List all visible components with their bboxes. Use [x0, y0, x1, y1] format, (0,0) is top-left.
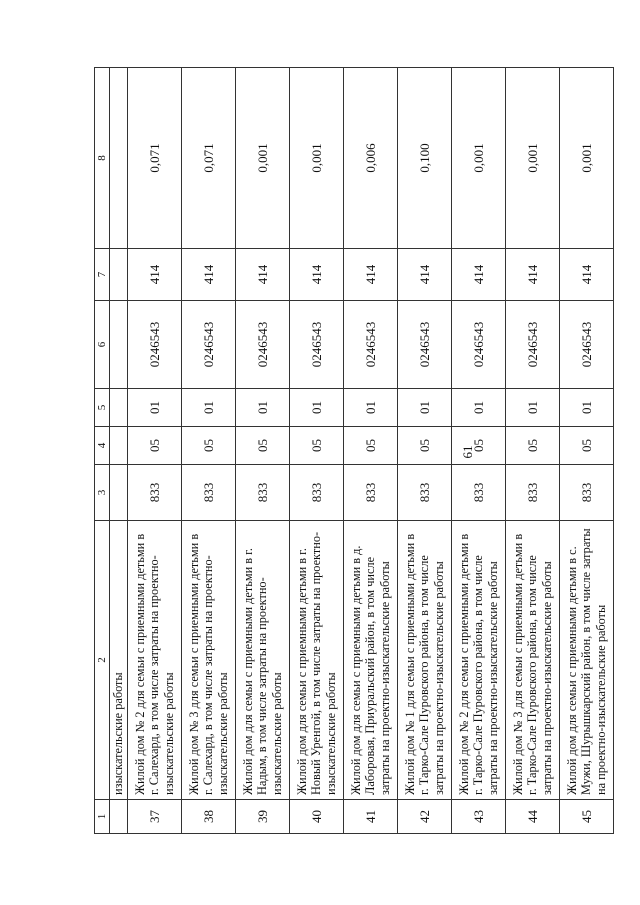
rotated-table-frame [94, 68, 610, 834]
empty-cell [110, 249, 128, 301]
object-name: Жилой дом для семьи с приемными детьми в г. Надым, в том числе затраты на проектно-изыскательские работы [236, 521, 290, 800]
page-number: 61 [460, 445, 475, 459]
code-ministry: 833 [452, 465, 506, 521]
empty-cell [110, 389, 128, 427]
code-ministry: 833 [290, 465, 344, 521]
code-target: 0246543 [506, 301, 560, 389]
code-target: 0246543 [560, 301, 614, 389]
code-section: 05 [182, 427, 236, 465]
row-number: 40 [290, 800, 344, 834]
row-number: 42 [398, 800, 452, 834]
code-subsection: 01 [128, 389, 182, 427]
amount: 0,071 [128, 68, 182, 249]
row-number: 44 [506, 800, 560, 834]
object-name: Жилой дом № 2 для семьи с приемными детьми в г. Салехард, в том числе затраты на проектно-изыскательские работы [128, 521, 182, 800]
column-number-row [95, 68, 110, 834]
code-expense-type: 414 [506, 249, 560, 301]
amount: 0,006 [344, 68, 398, 249]
table-row [506, 68, 560, 834]
column-number: 8 [95, 68, 110, 249]
row-number: 39 [236, 800, 290, 834]
code-section: 05 [290, 427, 344, 465]
code-section: 05 [506, 427, 560, 465]
code-expense-type: 414 [236, 249, 290, 301]
empty-cell [110, 465, 128, 521]
table-row [560, 68, 614, 834]
code-subsection: 01 [182, 389, 236, 427]
table-row [128, 68, 182, 834]
table-row [344, 68, 398, 834]
code-target: 0246543 [290, 301, 344, 389]
empty-cell [110, 68, 128, 249]
code-target: 0246543 [182, 301, 236, 389]
code-subsection: 01 [452, 389, 506, 427]
amount: 0,001 [290, 68, 344, 249]
column-number: 3 [95, 465, 110, 521]
column-number: 5 [95, 389, 110, 427]
amount: 0,001 [236, 68, 290, 249]
column-number: 4 [95, 427, 110, 465]
row-number: 41 [344, 800, 398, 834]
object-name: Жилой дом № 3 для семьи с приемными детьми в г. Тарко-Сале Пуровского района, в том числе затраты на проектно-изыскательские работы [506, 521, 560, 800]
empty-cell [110, 427, 128, 465]
continuation-row [110, 68, 128, 834]
code-expense-type: 414 [182, 249, 236, 301]
code-ministry: 833 [128, 465, 182, 521]
row-number: 45 [560, 800, 614, 834]
object-name: Жилой дом № 2 для семьи с приемными детьми в г. Тарко-Сале Пуровского района, в том числе затраты на проектно-изыскательские работы [452, 521, 506, 800]
table-row [290, 68, 344, 834]
code-section: 05 [236, 427, 290, 465]
empty-cell [110, 301, 128, 389]
column-number: 2 [95, 521, 110, 800]
code-target: 0246543 [344, 301, 398, 389]
budget-table [94, 67, 614, 834]
code-expense-type: 414 [398, 249, 452, 301]
column-number: 6 [95, 301, 110, 389]
code-target: 0246543 [398, 301, 452, 389]
row-number: 37 [128, 800, 182, 834]
amount: 0,100 [398, 68, 452, 249]
table-body [95, 68, 614, 834]
code-ministry: 833 [236, 465, 290, 521]
code-ministry: 833 [182, 465, 236, 521]
object-name: Жилой дом № 1 для семьи с приемными детьми в г. Тарко-Сале Пуровского района, в том числе затраты на проектно-изыскательские работы [398, 521, 452, 800]
code-section: 05 [344, 427, 398, 465]
table-row [452, 68, 506, 834]
code-subsection: 01 [560, 389, 614, 427]
row-number: 38 [182, 800, 236, 834]
amount: 0,071 [182, 68, 236, 249]
code-expense-type: 414 [452, 249, 506, 301]
amount: 0,001 [560, 68, 614, 249]
column-number: 1 [95, 800, 110, 834]
row-number: 43 [452, 800, 506, 834]
code-ministry: 833 [398, 465, 452, 521]
code-section: 05 [452, 427, 506, 465]
table-row [236, 68, 290, 834]
code-expense-type: 414 [290, 249, 344, 301]
amount: 0,001 [506, 68, 560, 249]
code-target: 0246543 [452, 301, 506, 389]
continuation-text: изыскательские работы [110, 521, 128, 800]
object-name: Жилой дом для семьи с приемными детьми в с. Мужи, Шурышкарский район, в том числе затраты на проектно-изыскательские работы [560, 521, 614, 800]
code-target: 0246543 [236, 301, 290, 389]
code-expense-type: 414 [344, 249, 398, 301]
code-ministry: 833 [560, 465, 614, 521]
code-subsection: 01 [344, 389, 398, 427]
code-subsection: 01 [290, 389, 344, 427]
code-expense-type: 414 [128, 249, 182, 301]
code-subsection: 01 [236, 389, 290, 427]
code-section: 05 [128, 427, 182, 465]
empty-cell [110, 800, 128, 834]
code-subsection: 01 [398, 389, 452, 427]
table-row [398, 68, 452, 834]
object-name: Жилой дом № 3 для семьи с приемными детьми в г. Салехард, в том числе затраты на проектно-изыскательские работы [182, 521, 236, 800]
object-name: Жилой дом для семьи с приемными детьми в г. Новый Уренгой, в том числе затраты на проектно-изыскательские работы [290, 521, 344, 800]
code-section: 05 [398, 427, 452, 465]
code-section: 05 [560, 427, 614, 465]
amount: 0,001 [452, 68, 506, 249]
column-number: 7 [95, 249, 110, 301]
table-row [182, 68, 236, 834]
code-target: 0246543 [128, 301, 182, 389]
code-ministry: 833 [506, 465, 560, 521]
object-name: Жилой дом для семьи с приемными детьми в д. Лаборовая, Приуральский район, в том числе затраты на проектно-изыскательские работы [344, 521, 398, 800]
code-subsection: 01 [506, 389, 560, 427]
code-ministry: 833 [344, 465, 398, 521]
code-expense-type: 414 [560, 249, 614, 301]
